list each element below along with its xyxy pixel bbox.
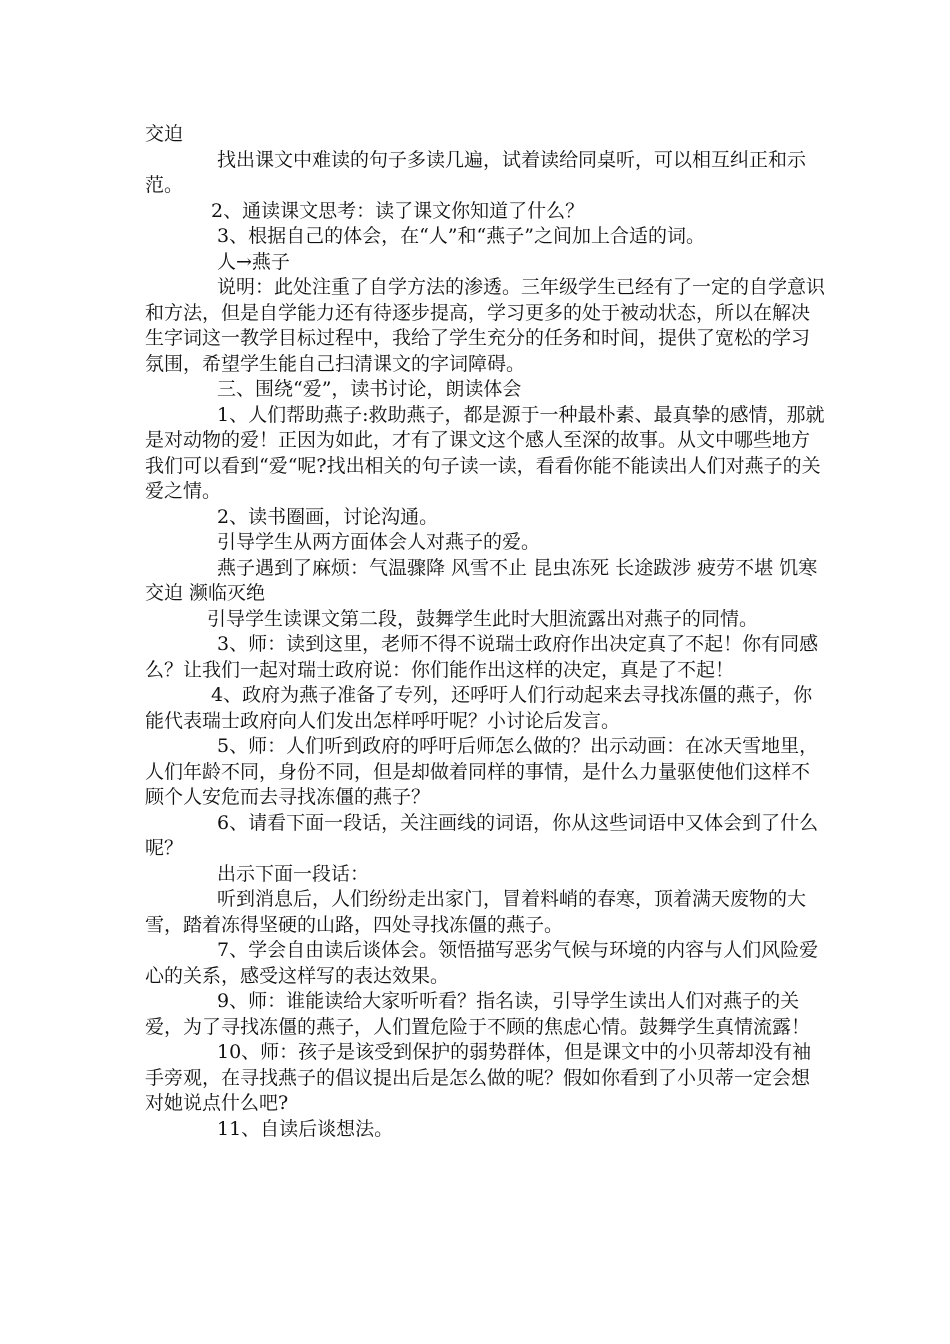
paragraph: 5、师：人们听到政府的呼吁后师怎么做的？出示动画：在冰天雪地里，人们年龄不同，身份不同，但是却做着同样的事情，是什么力量驱使他们这样不顾个人安危而去寻找冻僵的燕子？ — [145, 735, 819, 808]
paragraph: 4、政府为燕子准备了专列，还呼吁人们行动起来去寻找冻僵的燕子，你能代表瑞士政府向人们发出怎样呼吁呢？小讨论后发言。 — [145, 684, 813, 732]
paragraph: 燕子遇到了麻烦：气温骤降 风雪不止 昆虫冻死 长途跋涉 疲劳不堪 饥寒交迫 濒临灭绝 — [145, 556, 818, 604]
paragraph: 10、师：孩子是该受到保护的弱势群体，但是课文中的小贝蒂却没有袖手旁观，在寻找燕子的倡议提出后是怎么做的呢？假如你看到了小贝蒂一定会想对她说点什么吧? — [145, 1041, 812, 1114]
paragraph: 3、根据自己的体会，在“人”和“燕子”之间加上合适的词。 — [217, 225, 705, 247]
paragraph: 人→燕子 — [217, 250, 290, 273]
paragraph: 7、学会自由读后谈体会。领悟描写恶劣气候与环境的内容与人们风险爱心的关系，感受这样写的表达效果。 — [145, 939, 819, 987]
paragraph: 说明：此处注重了自学方法的渗透。三年级学生已经有了一定的自学意识和方法，但是自学能力还有待逐步提高，学习更多的处于被动状态，所以在解决生字词这一教学目标过程中，我给了学生充分的任务和时间，提供了宽松的学习氛围，希望学生能自己扫清课文的字词障碍。 — [145, 276, 826, 375]
document-body — [145, 122, 825, 1142]
paragraph: 9、师：谁能读给大家听听看？指名读，引导学生读出人们对燕子的关爱，为了寻找冻僵的燕子，人们置危险于不顾的焦虑心情。鼓舞学生真情流露！ — [145, 990, 811, 1038]
paragraph: 引导学生读课文第二段，鼓舞学生此时大胆流露出对燕子的同情。 — [207, 607, 759, 630]
paragraph: 出示下面一段话： — [217, 862, 370, 885]
paragraph: 1、人们帮助燕子:救助燕子，都是源于一种最朴素、最真挚的感情，那就是对动物的爱！正因为如此，才有了课文这个感人至深的故事。从文中哪些地方我们可以看到“爱“呢?找出相关的句子读一读，看看你能不能读出人们对燕子的关爱之情。 — [145, 403, 825, 502]
paragraph: 2、通读课文思考：读了课文你知道了什么？ — [211, 199, 585, 222]
paragraph: 11、自读后谈想法。 — [217, 1117, 394, 1140]
paragraph: 6、请看下面一段话，关注画线的词语，你从这些词语中又体会到了什么呢？ — [145, 811, 819, 859]
section-heading: 三、围绕“爱”，读书讨论，朗读体会 — [217, 378, 522, 400]
quoted-paragraph: 听到消息后，人们纷纷走出家门，冒着料峭的春寒，顶着满天废物的大雪，踏着冻得坚硬的山路，四处寻找冻僵的燕子。 — [145, 888, 807, 936]
paragraph: 2、读书圈画，讨论沟通。 — [217, 505, 439, 528]
paragraph: 3、师：读到这里，老师不得不说瑞士政府作出决定真了不起！你有同感么？让我们一起对瑞士政府说：你们能作出这样的决定，真是了不起！ — [145, 633, 819, 681]
paragraph: 找出课文中难读的句子多读几遍，试着读给同桌听，可以相互纠正和示范。 — [145, 148, 807, 196]
paragraph: 交迫 — [145, 123, 184, 145]
paragraph: 引导学生从两方面体会人对燕子的爱。 — [217, 531, 541, 553]
